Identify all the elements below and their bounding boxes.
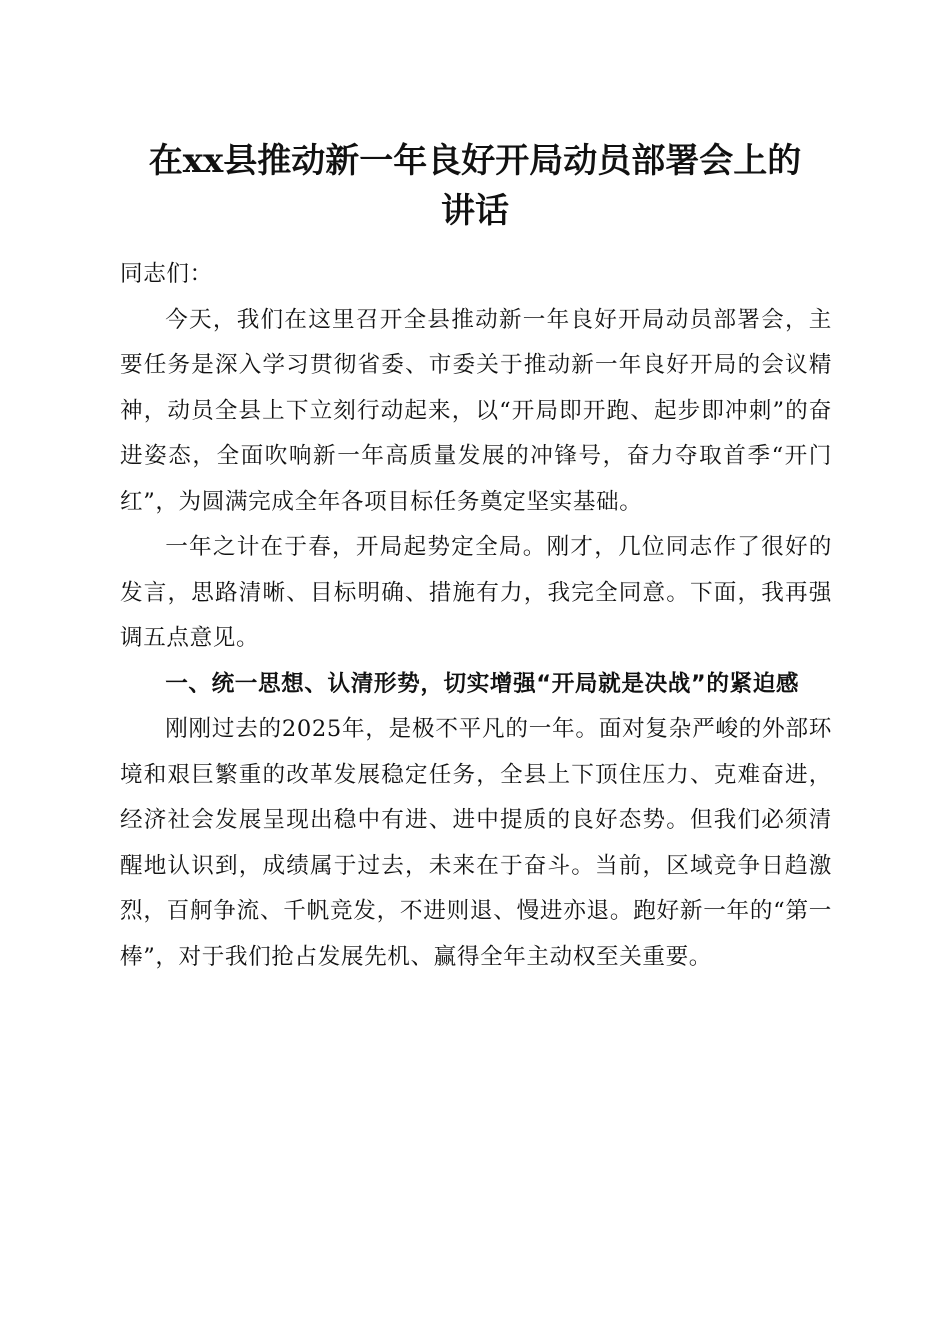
salutation: 同志们：	[120, 261, 213, 287]
section-1-paragraph: 刚刚过去的2025年，是极不平凡的一年。面对复杂严峻的外部环境和艰巨繁重的改革发展稳定任务，全县上下顶住压力、克难奋进，经济社会发展呈现出稳中有进、进中提质的良好态势。但我们必须清醒地认识到，成绩属于过去，未来在于奋斗。当前，区域竞争日趋激烈，百舸争流、千帆竞发，不进则退、慢进亦退。跑好新一年的“第一棒”，对于我们抢占发展先机、赢得全年主动权至关重要。	[120, 716, 832, 970]
document-title	[110, 136, 840, 236]
section-1-heading: 一、统一思想、认清形势，切实增强“开局就是决战”的紧迫感	[165, 670, 800, 697]
title-line-2: 讲话	[441, 191, 509, 231]
paragraph-intro: 一年之计在于春，开局起势定全局。刚才，几位同志作了很好的发言，思路清晰、目标明确、措施有力，我完全同意。下面，我再强调五点意见。	[120, 534, 832, 651]
title-line-1: 在xx县推动新一年良好开局动员部署会上的	[148, 141, 802, 181]
document-body	[120, 252, 832, 980]
paragraph-opening: 今天，我们在这里召开全县推动新一年良好开局动员部署会，主要任务是深入学习贯彻省委、市委关于推动新一年良好开局的会议精神，动员全县上下立刻行动起来，以“开局即开跑、起步即冲刺”的奋进姿态，全面吹响新一年高质量发展的冲锋号，奋力夺取首季“开门红”，为圆满完成全年各项目标任务奠定坚实基础。	[120, 306, 832, 515]
